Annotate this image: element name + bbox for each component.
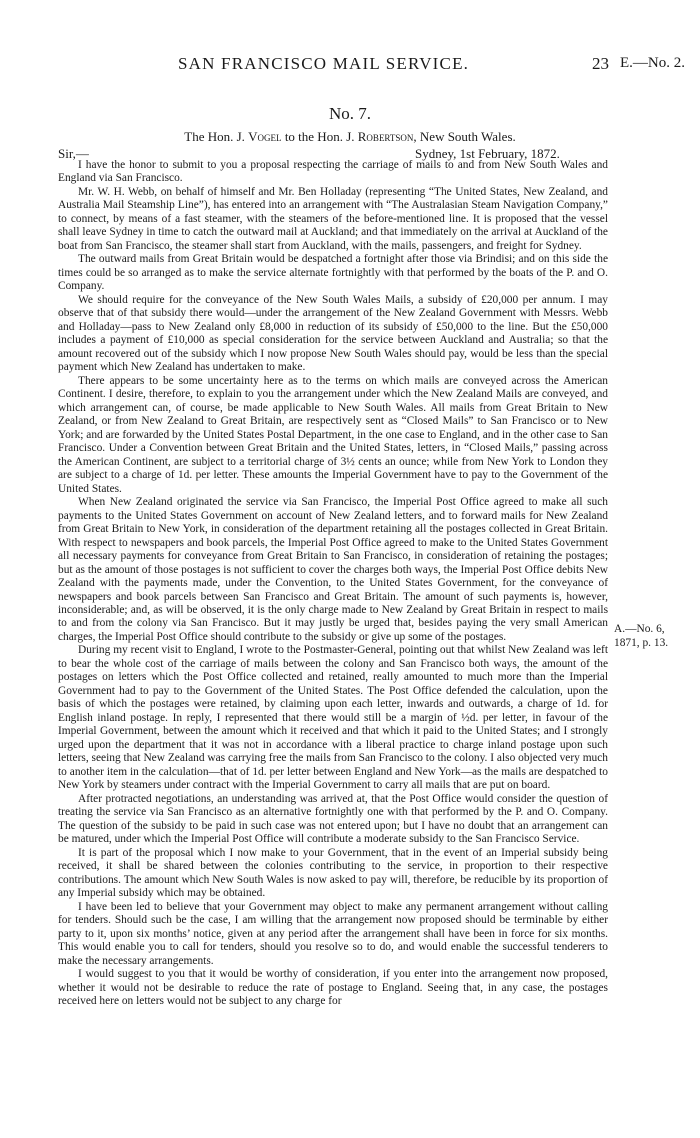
paragraph: We should require for the conveyance of the New South Wales Mails, a subsidy of £20,000 per annum. I may observe that of that subsidy there would—under the arrangement of the New Zealand Government with Messrs. Webb and Holladay—pass to New Zealand only £8,000 in reduction of its subsidy of £50,000 to the line. But the £50,000 includes a payment of £10,000 as special consideration for the service between Auckland and Australia; so that the amount recovered out of the subsidy which I now propose New South Wales should pay, would be less than the special payment which New Zealand has undertaken to make. bbox=[58, 293, 608, 374]
address-prefix: The Hon. J. bbox=[184, 129, 249, 144]
paragraph: When New Zealand originated the service via San Francisco, the Imperial Post Office agreed to make all such payments to the United States Government on account of New Zealand letters, and to forward mails for New Zealand from Great Britain to New York, in consideration of the department retaining all the postages collected in Great Britain. With respect to newspapers and book parcels, the Imperial Post Office agreed to make to the United States Government all necessary payments for conveyance from Great Britain to San Francisco, in consideration of retaining the postages; but as the amount of those postages is not sufficient to cover the charges both ways, the Imperial Post Office debits New Zealand with the payments made, under the Convention, to the United States Government, for the conveyance of newspapers and book parcels between San Francisco and Great Britain. The amount of such payments is, however, inconsiderable; and, as will be observed, it is the only charge made to New Zealand by Great Britain in respect to mails to and from the colony via San Francisco. But it may justly be urged that, besides paying the very small American charges, the Imperial Post Office should contribute to the subsidy or give up some of the postages. bbox=[58, 496, 608, 643]
letter-body bbox=[58, 159, 608, 1134]
paragraph: During my recent visit to England, I wrote to the Postmaster-General, pointing out that whilst New Zealand was left to bear the whole cost of the carriage of mails between the colony and San Francisco both ways, the amount of the postages on letters which the Post Office collected and retained, really amounted to much more than the Imperial Government had to pay to the Government of the United States. The Post Office defended the calculation, upon the basis of which the postages were retained, by claiming upon each letter, inwards and outwards, a charge of 1d. for English inland postage. In reply, I represented that there would still be a margin of ½d. per letter, in favour of the Imperial Government, between the amount which it received and that which it paid to the United States; and I strongly urged upon the department that it was not in accordance with a liberal practice to charge inland postage upon such letters, seeing that New Zealand was carrying free the mails from San Francisco to the colony. I also objected very much to another item in the calculation—that of 1d. per letter between England and New York—as the mails are despatched to New York by steamers under contract with the Imperial Government to carry all mails that are put on board. bbox=[58, 644, 608, 792]
document-reference: E.—No. 2. bbox=[620, 55, 685, 71]
margin-note-line-2: 1871, p. 13. bbox=[614, 637, 669, 649]
paragraph: I have the honor to submit to you a proposal respecting the carriage of mails to and from New South Wales and England via San Francisco. bbox=[58, 159, 608, 185]
paragraph: The outward mails from Great Britain would be despatched a fortnight after those via Brindisi; and on this side the times could be so arranged as to make the service alternate fortnightly with that performed by the boats of the P. and O. Company. bbox=[58, 253, 608, 293]
paragraph: After protracted negotiations, an understanding was arrived at, that the Post Office would consider the question of treating the service via San Francisco as an alternative fortnightly one with that performed by the P. and O. Company. The question of the subsidy to be paid in such case was not entered upon; but I have no doubt that an arrangement can be matured, under which the Imperial Post Office will contribute a moderate subsidy to the San Francisco Service. bbox=[58, 792, 608, 846]
address-line bbox=[0, 129, 700, 145]
margin-note-line-1: A.—No. 6, bbox=[614, 623, 665, 635]
paragraph: Mr. W. H. Webb, on behalf of himself and Mr. Ben Holladay (representing “The United States, New Zealand, and Australia Mail Steamship Line”), has entered into an arrangement with “The Australasian Steam Navigation Company,” to connect, by means of a fast steamer, with the steamers of the before-mentioned line. It is proposed that the vessel shall leave Sydney in time to catch the outward mail at Auckland; and that immediately on the arrival at Auckland of the boat from San Francisco, the steamer shall start from Auckland, with the mails, passengers, and freight for Sydney. bbox=[58, 185, 608, 252]
salutation: Sir,— bbox=[58, 146, 89, 161]
document-number: No. 7. bbox=[328, 104, 372, 123]
recipient-name: Robertson bbox=[357, 129, 414, 144]
running-title: SAN FRANCISCO MAIL SERVICE. bbox=[178, 54, 470, 73]
paragraph: It is part of the proposal which I now make to your Government, that in the event of an Imperial subsidy being received, it shall be shared between the colonies contributing to the service, in proportion to their respective contributions. The amount which New South Wales is now asked to pay will, therefore, be reducible by its proportion of any Imperial subsidy which may be obtained. bbox=[58, 846, 608, 900]
place-date: Sydney, 1st February, 1872. bbox=[415, 146, 560, 161]
page-header bbox=[0, 54, 700, 76]
page-number: 23 bbox=[592, 54, 609, 73]
paragraph: I have been led to believe that your Government may object to make any permanent arrangement without calling for tenders. Should such be the case, I am willing that the arrangement now proposed should be terminable by either party to it, upon six months’ notice, given at any period after the arrangement shall have been in force for six months. This would enable you to call for tenders, should you resolve so to do, and would enable the successful tenderers to make the necessary arrangements. bbox=[58, 900, 608, 967]
address-mid: to the Hon. J. bbox=[281, 129, 358, 144]
paragraph: There appears to be some uncertainty here as to the terms on which mails are conveyed across the American Continent. I desire, therefore, to explain to you the arrangement under which the New Zealand Mails are conveyed, and which arrangement can, of course, be made applicable to New South Wales. All mails from Great Britain to New Zealand, or from New Zealand to Great Britain, are respectively sent as “Closed Mails” to San Francisco or to New York; and are forwarded by the United States Postal Department, in the one case to England, and in the other case to San Francisco. Under a Convention between Great Britain and the United States, letters, in “Closed Mails,” passing across the American Continent, are subject to a territorial charge of 3½ cents an ounce; while from New York to London they are subject to a charge of 1d. per letter. These amounts the Imperial Government have to pay to the Government of the United States. bbox=[58, 374, 608, 495]
paragraph: I would suggest to you that it would be worthy of consideration, if you enter into the arrangement now proposed, whether it would not be desirable to reduce the rate of postage to England. Seeing that, in any case, the postages received here on letters would not be subject to any charge for bbox=[58, 968, 608, 1008]
address-suffix: , New South Wales. bbox=[413, 129, 516, 144]
sender-name: Vogel bbox=[248, 129, 282, 144]
